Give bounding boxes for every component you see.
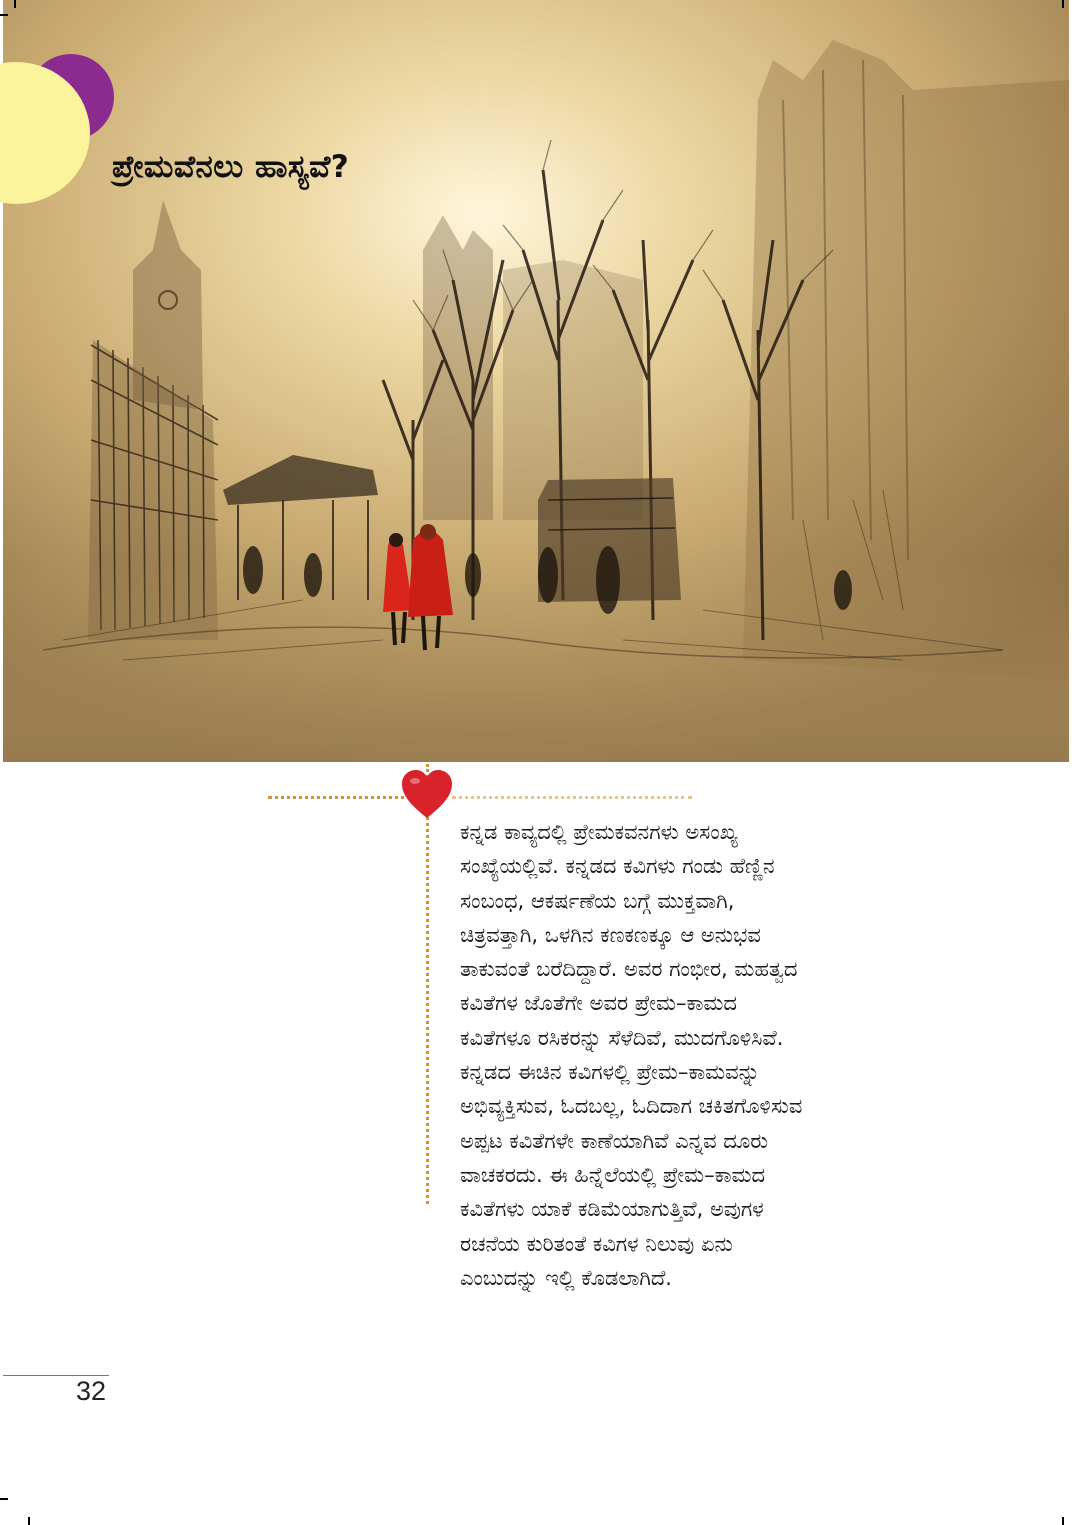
paragraph-line: ಚಿತ್ರವತ್ತಾಗಿ, ಒಳಗಿನ ಕಣಕಣಕ್ಕೂ ಆ ಅನುಭವ (460, 922, 761, 947)
crop-mark (1062, 0, 1064, 8)
paragraph-line: ರಚನೆಯ ಕುರಿತಂತೆ ಕವಿಗಳ ನಿಲುವು ಏನು (460, 1231, 733, 1256)
dotted-rule-vertical (426, 764, 429, 1204)
paragraph-line: ವಾಚಕರದು. ಈ ಹಿನ್ನೆಲೆಯಲ್ಲಿ ಪ್ರೇಮ–ಕಾಮದ (460, 1162, 766, 1187)
paragraph-line: ಕನ್ನಡದ ಈಚಿನ ಕವಿಗಳಲ್ಲಿ ಪ್ರೇಮ–ಕಾಮವನ್ನು (460, 1060, 760, 1085)
dotted-rule-horizontal-faded (452, 796, 692, 799)
paragraph-line: ಕವಿತೆಗಳೂ ರಸಿಕರನ್ನು ಸೆಳೆದಿವೆ, ಮುದಗೊಳಿಸಿವೆ. (460, 1025, 784, 1050)
article-paragraph (460, 815, 930, 1295)
page-title: ಪ್ರೇಮವೆನಲು ಹಾಸ್ಯವೆ? (112, 148, 350, 185)
page-number: 32 (76, 1376, 107, 1406)
paragraph-line: ಕನ್ನಡ ಕಾವ್ಯದಲ್ಲಿ ಪ್ರೇಮಕವನಗಳು ಅಸಂಖ್ಯ (460, 820, 738, 844)
paragraph-line: ಸಂಬಂಧ, ಆಕರ್ಷಣೆಯ ಬಗ್ಗೆ ಮುಕ್ತವಾಗಿ, (460, 888, 735, 913)
crop-mark (0, 1498, 8, 1500)
paragraph-line: ಕವಿತೆಗಳ ಜೊತೆಗೇ ಅವರ ಪ್ರೇಮ–ಕಾಮದ (460, 991, 737, 1016)
paragraph-line: ತಾಕುವಂತೆ ಬರೆದಿದ್ದಾರೆ. ಅವರ ಗಂಭೀರ, ಮಹತ್ವದ (460, 957, 798, 982)
paragraph-line: ಅಪ್ಪಟ ಕವಿತೆಗಳೇ ಕಾಣೆಯಾಗಿವೆ ಎನ್ನವ ದೂರು (460, 1128, 769, 1153)
crop-mark (28, 1517, 30, 1525)
city-street-sketch (3, 0, 1069, 762)
crop-mark (1062, 1517, 1064, 1525)
hero-illustration (3, 0, 1069, 762)
dotted-rule-horizontal (268, 796, 418, 799)
heart-icon (400, 768, 454, 820)
paragraph-line: ಎಂಬುದನ್ನು ಇಲ್ಲಿ ಕೊಡಲಾಗಿದೆ. (460, 1265, 672, 1290)
paragraph-line: ಅಭಿವ್ಯಕ್ತಿಸುವ, ಓದಬಲ್ಲ, ಓದಿದಾಗ ಚಕಿತಗೊಳಿಸುವ (460, 1094, 803, 1119)
paragraph-line: ಕವಿತೆಗಳು ಯಾಕೆ ಕಡಿಮೆಯಾಗುತ್ತಿವೆ, ಅವುಗಳ (460, 1197, 764, 1222)
paragraph-line: ಸಂಖ್ಯೆಯಲ್ಲಿವೆ. ಕನ್ನಡದ ಕವಿಗಳು ಗಂಡು ಹೆಣ್ಣಿನ (460, 854, 775, 879)
crop-mark (14, 0, 16, 8)
crop-mark (0, 14, 8, 16)
